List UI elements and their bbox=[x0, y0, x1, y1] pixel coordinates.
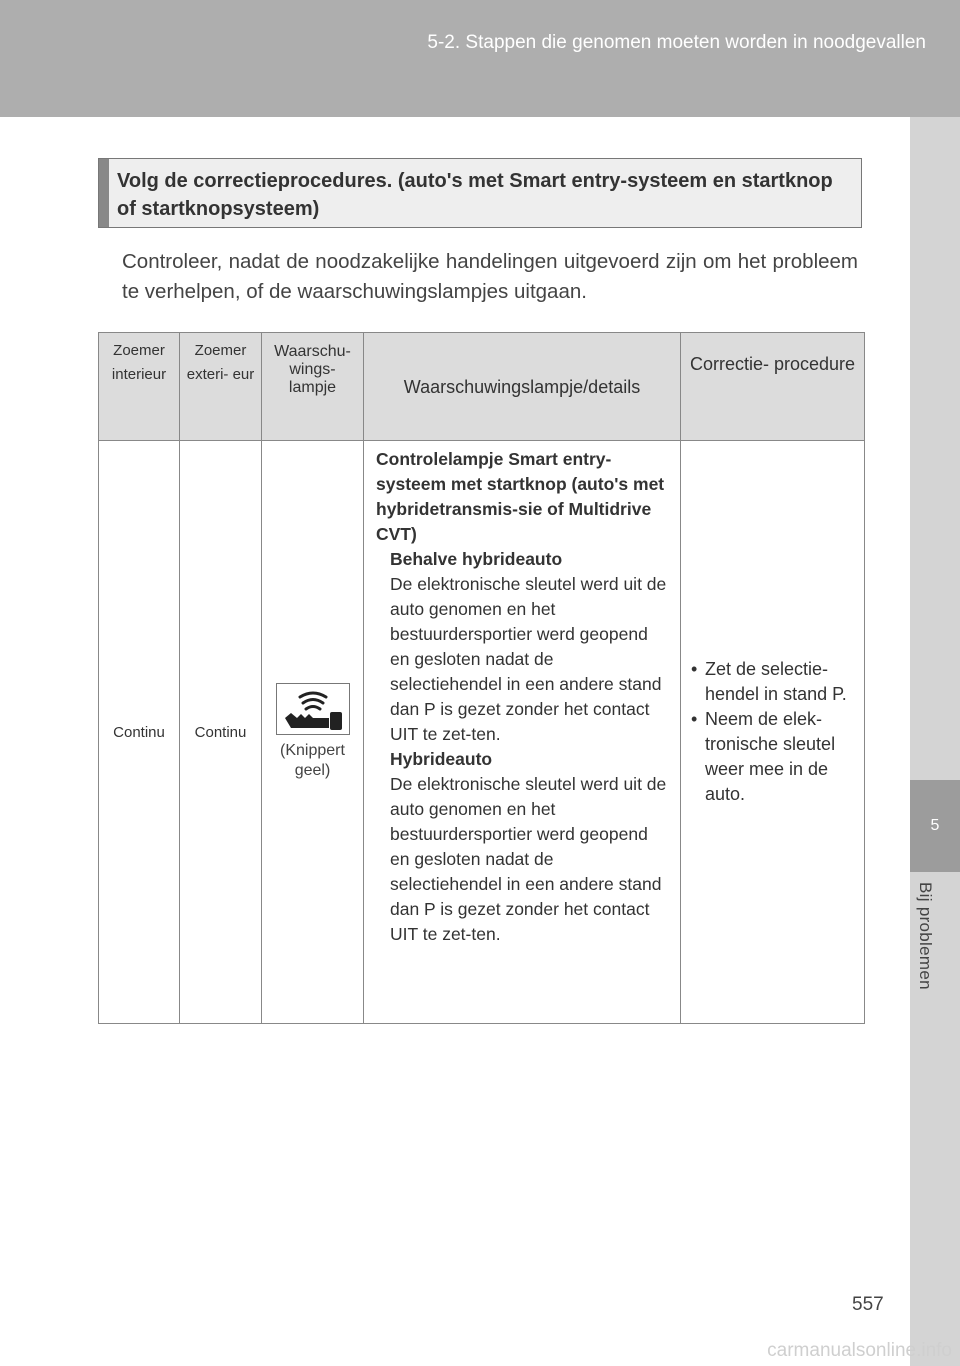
section-path: 5-2. Stappen die genomen moeten worden in noodgevallen bbox=[427, 32, 926, 53]
watermark: carmanualsonline.info bbox=[767, 1340, 952, 1361]
header-procedure: Correctie- procedure bbox=[681, 333, 865, 441]
header-details: Waarschuwingslampje/details bbox=[364, 333, 681, 441]
list-item: • Zet de selectie-hendel in stand P. bbox=[691, 657, 856, 707]
section-heading-bar bbox=[99, 159, 109, 227]
section-heading-box bbox=[98, 158, 862, 228]
procedure-list bbox=[691, 657, 856, 807]
chapter-number: 5 bbox=[910, 780, 960, 872]
smart-key-indicator-icon bbox=[276, 683, 350, 735]
details-case1-text: De elektronische sleutel werd uit de auto genomen en het bestuurdersportier werd geopend en gesloten nadat de selectiehendel in een andere stand dan P is gezet zonder het contact UIT te zet-ten. bbox=[390, 574, 667, 744]
header-warning-light: Waarschu- wings- lampje bbox=[262, 333, 364, 441]
cell-procedure bbox=[681, 441, 865, 1024]
header-interior-buzzer: Zoemer interieur bbox=[99, 333, 180, 441]
cell-exterior-buzzer: Continu bbox=[180, 441, 262, 1024]
cell-warning-light bbox=[262, 441, 364, 1024]
table-header-row bbox=[99, 333, 865, 441]
indicator-caption: (Knippert geel) bbox=[280, 742, 345, 779]
cell-interior-buzzer: Continu bbox=[99, 441, 180, 1024]
list-item: • Neem de elek-tronische sleutel weer mee in de auto. bbox=[691, 707, 856, 807]
section-title: Volg de correctieprocedures. (auto's met Smart entry-systeem en startknop of startknopsysteem) bbox=[117, 170, 833, 220]
header-exterior-buzzer: Zoemer exteri- eur bbox=[180, 333, 262, 441]
details-case2-title: Hybrideauto bbox=[390, 749, 493, 769]
chapter-label: Bij problemen bbox=[916, 882, 935, 990]
details-case2-text: De elektronische sleutel werd uit de auto genomen en het bestuurdersportier werd geopend en gesloten nadat de selectiehendel in een andere stand dan P is gezet zonder het contact UIT te zet-ten. bbox=[390, 774, 667, 944]
intro-paragraph: Controleer, nadat de noodzakelijke handelingen uitgevoerd zijn om het probleem te verhelpen, of de waarschuwingslampjes uitgaan. bbox=[122, 250, 858, 303]
header-band bbox=[0, 0, 960, 117]
warning-table bbox=[98, 332, 865, 1024]
chapter-side-tab bbox=[910, 117, 960, 1366]
details-heading: Controlelampje Smart entry-systeem met startknop (auto's met hybridetransmis-sie of Multidrive CVT) bbox=[376, 449, 665, 544]
cell-details bbox=[364, 441, 681, 1024]
table-row bbox=[99, 441, 865, 1024]
details-case1-title: Behalve hybrideauto bbox=[390, 549, 563, 569]
page-number: 557 bbox=[852, 1294, 884, 1315]
